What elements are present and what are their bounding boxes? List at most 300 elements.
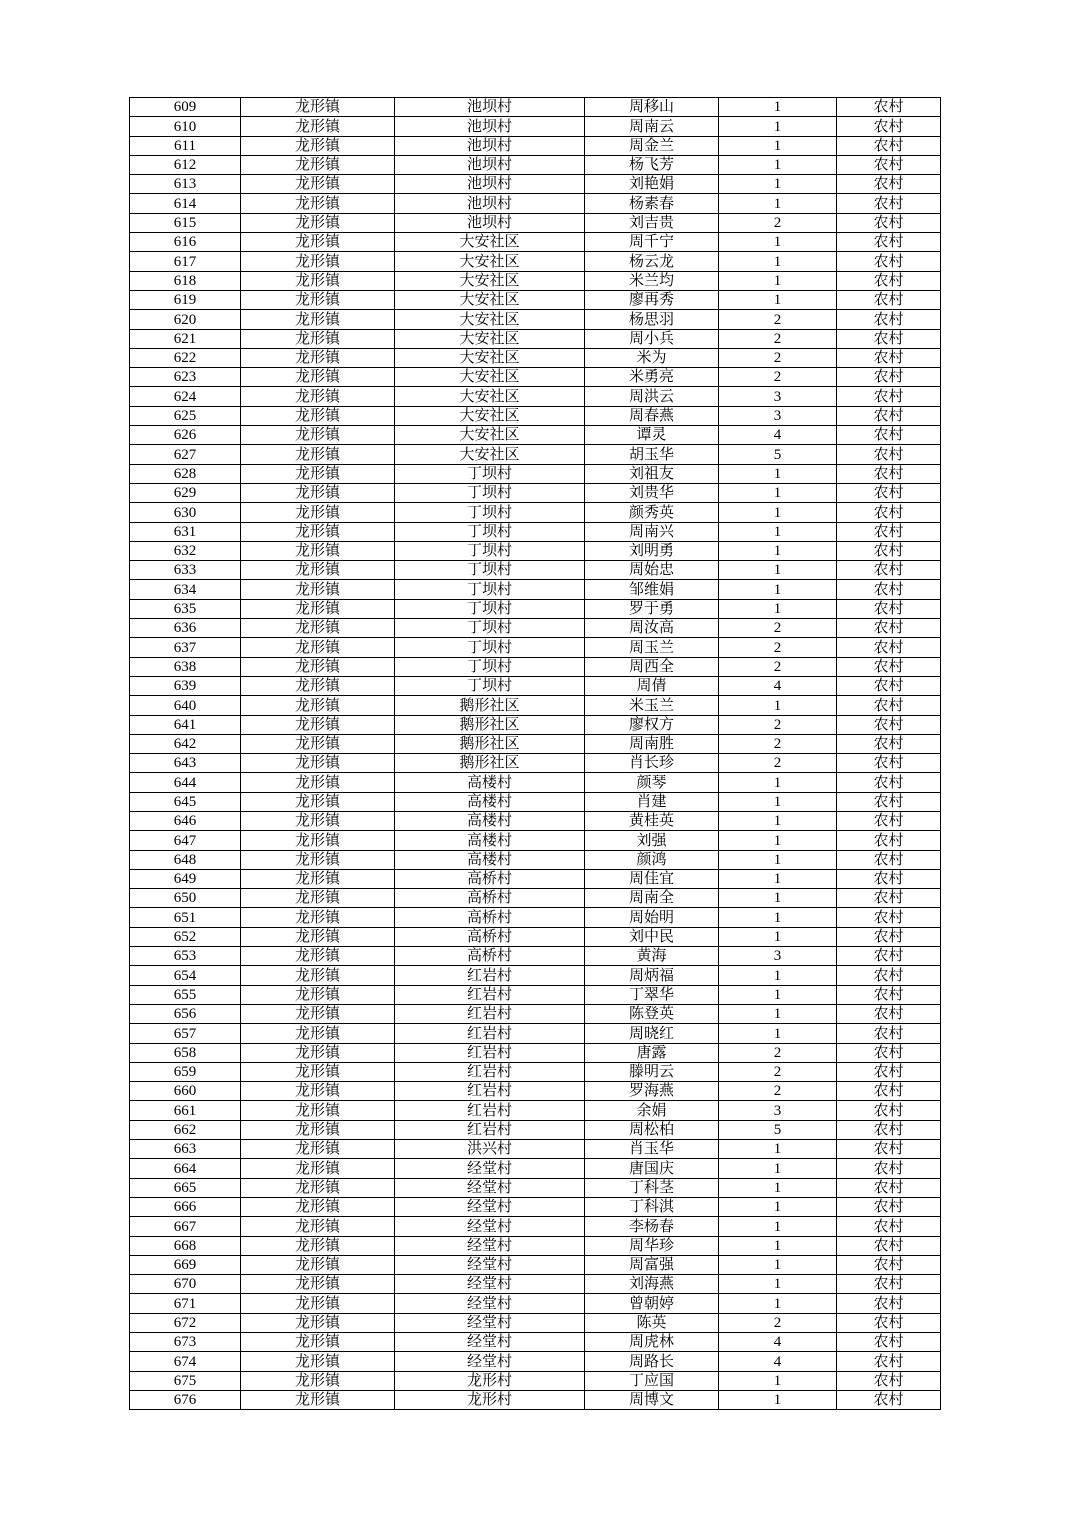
count-cell: 2 — [719, 1043, 837, 1062]
town-cell: 龙形镇 — [241, 1217, 395, 1236]
row-number-cell: 611 — [130, 136, 241, 155]
count-cell: 1 — [719, 966, 837, 985]
name-cell: 邹维娟 — [585, 580, 719, 599]
name-cell: 周南全 — [585, 889, 719, 908]
name-cell: 刘祖友 — [585, 464, 719, 483]
name-cell: 颜秀英 — [585, 503, 719, 522]
name-cell: 杨素春 — [585, 194, 719, 213]
village-cell: 高楼村 — [395, 792, 585, 811]
area-type-cell: 农村 — [837, 310, 941, 329]
village-cell: 经堂村 — [395, 1255, 585, 1274]
village-cell: 鹅形社区 — [395, 734, 585, 753]
area-type-cell: 农村 — [837, 136, 941, 155]
count-cell: 1 — [719, 773, 837, 792]
village-cell: 经堂村 — [395, 1217, 585, 1236]
count-cell: 1 — [719, 155, 837, 174]
table-row — [130, 792, 941, 811]
table-row — [130, 464, 941, 483]
village-cell: 高桥村 — [395, 947, 585, 966]
town-cell: 龙形镇 — [241, 754, 395, 773]
count-cell: 3 — [719, 947, 837, 966]
row-number-cell: 651 — [130, 908, 241, 927]
count-cell: 1 — [719, 1236, 837, 1255]
count-cell: 5 — [719, 1120, 837, 1139]
village-cell: 丁坝村 — [395, 619, 585, 638]
town-cell: 龙形镇 — [241, 619, 395, 638]
town-cell: 龙形镇 — [241, 850, 395, 869]
table-row — [130, 1390, 941, 1409]
area-type-cell: 农村 — [837, 194, 941, 213]
name-cell: 周倩 — [585, 676, 719, 695]
town-cell: 龙形镇 — [241, 1352, 395, 1371]
town-cell: 龙形镇 — [241, 194, 395, 213]
town-cell: 龙形镇 — [241, 406, 395, 425]
village-cell: 丁坝村 — [395, 464, 585, 483]
count-cell: 1 — [719, 464, 837, 483]
town-cell: 龙形镇 — [241, 1062, 395, 1081]
area-type-cell: 农村 — [837, 445, 941, 464]
count-cell: 4 — [719, 1333, 837, 1352]
count-cell: 1 — [719, 117, 837, 136]
town-cell: 龙形镇 — [241, 1004, 395, 1023]
row-number-cell: 623 — [130, 368, 241, 387]
name-cell: 周洪云 — [585, 387, 719, 406]
table-row — [130, 290, 941, 309]
area-type-cell: 农村 — [837, 676, 941, 695]
count-cell: 2 — [719, 754, 837, 773]
row-number-cell: 645 — [130, 792, 241, 811]
count-cell: 1 — [719, 908, 837, 927]
area-type-cell: 农村 — [837, 734, 941, 753]
town-cell: 龙形镇 — [241, 541, 395, 560]
town-cell: 龙形镇 — [241, 638, 395, 657]
count-cell: 2 — [719, 657, 837, 676]
table-row — [130, 580, 941, 599]
name-cell: 周千宁 — [585, 233, 719, 252]
table-row — [130, 1197, 941, 1216]
table-row — [130, 850, 941, 869]
area-type-cell: 农村 — [837, 831, 941, 850]
table-row — [130, 1352, 941, 1371]
count-cell: 1 — [719, 522, 837, 541]
name-cell: 米为 — [585, 348, 719, 367]
table-row — [130, 985, 941, 1004]
count-cell: 1 — [719, 811, 837, 830]
town-cell: 龙形镇 — [241, 908, 395, 927]
name-cell: 颜琴 — [585, 773, 719, 792]
row-number-cell: 657 — [130, 1024, 241, 1043]
town-cell: 龙形镇 — [241, 1275, 395, 1294]
count-cell: 1 — [719, 1294, 837, 1313]
village-cell: 池坝村 — [395, 117, 585, 136]
area-type-cell: 农村 — [837, 889, 941, 908]
village-cell: 丁坝村 — [395, 522, 585, 541]
row-number-cell: 664 — [130, 1159, 241, 1178]
count-cell: 1 — [719, 561, 837, 580]
village-cell: 大安社区 — [395, 310, 585, 329]
village-cell: 鹅形社区 — [395, 754, 585, 773]
town-cell: 龙形镇 — [241, 1159, 395, 1178]
row-number-cell: 626 — [130, 426, 241, 445]
row-number-cell: 640 — [130, 696, 241, 715]
town-cell: 龙形镇 — [241, 1082, 395, 1101]
row-number-cell: 647 — [130, 831, 241, 850]
village-cell: 高楼村 — [395, 773, 585, 792]
row-number-cell: 622 — [130, 348, 241, 367]
row-number-cell: 668 — [130, 1236, 241, 1255]
table-row — [130, 1294, 941, 1313]
name-cell: 周博文 — [585, 1390, 719, 1409]
table-row — [130, 1217, 941, 1236]
table-row — [130, 406, 941, 425]
area-type-cell: 农村 — [837, 1217, 941, 1236]
row-number-cell: 653 — [130, 947, 241, 966]
count-cell: 2 — [719, 1062, 837, 1081]
count-cell: 1 — [719, 927, 837, 946]
name-cell: 廖权方 — [585, 715, 719, 734]
count-cell: 1 — [719, 1390, 837, 1409]
area-type-cell: 农村 — [837, 619, 941, 638]
village-cell: 丁坝村 — [395, 599, 585, 618]
name-cell: 周富强 — [585, 1255, 719, 1274]
village-cell: 丁坝村 — [395, 561, 585, 580]
town-cell: 龙形镇 — [241, 696, 395, 715]
name-cell: 谭灵 — [585, 426, 719, 445]
table-row — [130, 1120, 941, 1139]
row-number-cell: 628 — [130, 464, 241, 483]
row-number-cell: 674 — [130, 1352, 241, 1371]
area-type-cell: 农村 — [837, 657, 941, 676]
name-cell: 周路长 — [585, 1352, 719, 1371]
row-number-cell: 667 — [130, 1217, 241, 1236]
table-row — [130, 1313, 941, 1332]
town-cell: 龙形镇 — [241, 310, 395, 329]
village-cell: 大安社区 — [395, 252, 585, 271]
area-type-cell: 农村 — [837, 1371, 941, 1390]
row-number-cell: 672 — [130, 1313, 241, 1332]
count-cell: 3 — [719, 1101, 837, 1120]
table-row — [130, 831, 941, 850]
village-cell: 大安社区 — [395, 271, 585, 290]
village-cell: 大安社区 — [395, 387, 585, 406]
area-type-cell: 农村 — [837, 561, 941, 580]
name-cell: 周晓红 — [585, 1024, 719, 1043]
area-type-cell: 农村 — [837, 792, 941, 811]
row-number-cell: 650 — [130, 889, 241, 908]
town-cell: 龙形镇 — [241, 773, 395, 792]
area-type-cell: 农村 — [837, 985, 941, 1004]
village-cell: 红岩村 — [395, 985, 585, 1004]
name-cell: 肖长珍 — [585, 754, 719, 773]
village-cell: 红岩村 — [395, 1082, 585, 1101]
name-cell: 周松柏 — [585, 1120, 719, 1139]
area-type-cell: 农村 — [837, 155, 941, 174]
village-cell: 高桥村 — [395, 908, 585, 927]
table-row — [130, 348, 941, 367]
name-cell: 周小兵 — [585, 329, 719, 348]
town-cell: 龙形镇 — [241, 947, 395, 966]
town-cell: 龙形镇 — [241, 522, 395, 541]
row-number-cell: 655 — [130, 985, 241, 1004]
village-cell: 丁坝村 — [395, 676, 585, 695]
name-cell: 周南胜 — [585, 734, 719, 753]
table-row — [130, 908, 941, 927]
count-cell: 1 — [719, 985, 837, 1004]
village-cell: 丁坝村 — [395, 638, 585, 657]
row-number-cell: 663 — [130, 1140, 241, 1159]
area-type-cell: 农村 — [837, 773, 941, 792]
area-type-cell: 农村 — [837, 1101, 941, 1120]
name-cell: 唐露 — [585, 1043, 719, 1062]
village-cell: 丁坝村 — [395, 580, 585, 599]
area-type-cell: 农村 — [837, 1197, 941, 1216]
area-type-cell: 农村 — [837, 966, 941, 985]
row-number-cell: 615 — [130, 213, 241, 232]
village-cell: 经堂村 — [395, 1197, 585, 1216]
count-cell: 1 — [719, 1024, 837, 1043]
count-cell: 1 — [719, 290, 837, 309]
village-cell: 丁坝村 — [395, 541, 585, 560]
area-type-cell: 农村 — [837, 927, 941, 946]
row-number-cell: 671 — [130, 1294, 241, 1313]
area-type-cell: 农村 — [837, 368, 941, 387]
village-cell: 洪兴村 — [395, 1140, 585, 1159]
area-type-cell: 农村 — [837, 1140, 941, 1159]
count-cell: 1 — [719, 792, 837, 811]
area-type-cell: 农村 — [837, 271, 941, 290]
town-cell: 龙形镇 — [241, 483, 395, 502]
table-row — [130, 1024, 941, 1043]
count-cell: 1 — [719, 831, 837, 850]
area-type-cell: 农村 — [837, 1120, 941, 1139]
table-row — [130, 387, 941, 406]
name-cell: 周炳福 — [585, 966, 719, 985]
count-cell: 1 — [719, 696, 837, 715]
table-row — [130, 1062, 941, 1081]
table-row — [130, 927, 941, 946]
village-cell: 池坝村 — [395, 155, 585, 174]
count-cell: 1 — [719, 869, 837, 888]
town-cell: 龙形镇 — [241, 503, 395, 522]
name-cell: 罗海燕 — [585, 1082, 719, 1101]
count-cell: 3 — [719, 406, 837, 425]
village-cell: 红岩村 — [395, 1062, 585, 1081]
village-cell: 高桥村 — [395, 927, 585, 946]
village-cell: 经堂村 — [395, 1313, 585, 1332]
town-cell: 龙形镇 — [241, 1313, 395, 1332]
name-cell: 周西全 — [585, 657, 719, 676]
name-cell: 肖玉华 — [585, 1140, 719, 1159]
row-number-cell: 618 — [130, 271, 241, 290]
name-cell: 周南云 — [585, 117, 719, 136]
town-cell: 龙形镇 — [241, 329, 395, 348]
table-row — [130, 561, 941, 580]
row-number-cell: 619 — [130, 290, 241, 309]
table-row — [130, 1255, 941, 1274]
count-cell: 2 — [719, 1082, 837, 1101]
area-type-cell: 农村 — [837, 1004, 941, 1023]
town-cell: 龙形镇 — [241, 117, 395, 136]
name-cell: 余娟 — [585, 1101, 719, 1120]
area-type-cell: 农村 — [837, 1275, 941, 1294]
row-number-cell: 661 — [130, 1101, 241, 1120]
row-number-cell: 660 — [130, 1082, 241, 1101]
name-cell: 颜鸿 — [585, 850, 719, 869]
town-cell: 龙形镇 — [241, 1024, 395, 1043]
row-number-cell: 613 — [130, 175, 241, 194]
table-row — [130, 1178, 941, 1197]
table-row — [130, 1371, 941, 1390]
name-cell: 周春燕 — [585, 406, 719, 425]
town-cell: 龙形镇 — [241, 561, 395, 580]
town-cell: 龙形镇 — [241, 889, 395, 908]
area-type-cell: 农村 — [837, 1313, 941, 1332]
village-cell: 池坝村 — [395, 175, 585, 194]
area-type-cell: 农村 — [837, 522, 941, 541]
area-type-cell: 农村 — [837, 754, 941, 773]
row-number-cell: 614 — [130, 194, 241, 213]
name-cell: 周玉兰 — [585, 638, 719, 657]
village-cell: 经堂村 — [395, 1236, 585, 1255]
town-cell: 龙形镇 — [241, 1197, 395, 1216]
area-type-cell: 农村 — [837, 947, 941, 966]
count-cell: 1 — [719, 252, 837, 271]
row-number-cell: 643 — [130, 754, 241, 773]
table-row — [130, 310, 941, 329]
town-cell: 龙形镇 — [241, 348, 395, 367]
count-cell: 2 — [719, 638, 837, 657]
town-cell: 龙形镇 — [241, 464, 395, 483]
count-cell: 2 — [719, 310, 837, 329]
village-cell: 大安社区 — [395, 445, 585, 464]
name-cell: 周汝高 — [585, 619, 719, 638]
town-cell: 龙形镇 — [241, 676, 395, 695]
row-number-cell: 630 — [130, 503, 241, 522]
town-cell: 龙形镇 — [241, 213, 395, 232]
row-number-cell: 625 — [130, 406, 241, 425]
table-row — [130, 869, 941, 888]
table-row — [130, 136, 941, 155]
name-cell: 刘艳娟 — [585, 175, 719, 194]
town-cell: 龙形镇 — [241, 966, 395, 985]
row-number-cell: 675 — [130, 1371, 241, 1390]
count-cell: 1 — [719, 1217, 837, 1236]
town-cell: 龙形镇 — [241, 155, 395, 174]
name-cell: 刘强 — [585, 831, 719, 850]
count-cell: 1 — [719, 1371, 837, 1390]
table-row — [130, 1140, 941, 1159]
area-type-cell: 农村 — [837, 580, 941, 599]
table-row — [130, 947, 941, 966]
town-cell: 龙形镇 — [241, 1236, 395, 1255]
town-cell: 龙形镇 — [241, 985, 395, 1004]
area-type-cell: 农村 — [837, 233, 941, 252]
town-cell: 龙形镇 — [241, 136, 395, 155]
name-cell: 周虎林 — [585, 1333, 719, 1352]
row-number-cell: 669 — [130, 1255, 241, 1274]
table-row — [130, 1333, 941, 1352]
name-cell: 刘明勇 — [585, 541, 719, 560]
village-cell: 大安社区 — [395, 426, 585, 445]
area-type-cell: 农村 — [837, 117, 941, 136]
village-cell: 经堂村 — [395, 1352, 585, 1371]
area-type-cell: 农村 — [837, 1024, 941, 1043]
table-row — [130, 1043, 941, 1062]
table-body — [130, 98, 941, 1410]
town-cell: 龙形镇 — [241, 927, 395, 946]
area-type-cell: 农村 — [837, 850, 941, 869]
town-cell: 龙形镇 — [241, 734, 395, 753]
row-number-cell: 676 — [130, 1390, 241, 1409]
area-type-cell: 农村 — [837, 1352, 941, 1371]
table-row — [130, 657, 941, 676]
table-row — [130, 1082, 941, 1101]
area-type-cell: 农村 — [837, 1390, 941, 1409]
name-cell: 曾朝婷 — [585, 1294, 719, 1313]
name-cell: 陈登英 — [585, 1004, 719, 1023]
count-cell: 1 — [719, 98, 837, 117]
count-cell: 2 — [719, 213, 837, 232]
name-cell: 杨思羽 — [585, 310, 719, 329]
table-row — [130, 734, 941, 753]
count-cell: 2 — [719, 368, 837, 387]
table-row — [130, 696, 941, 715]
table-row — [130, 213, 941, 232]
area-type-cell: 农村 — [837, 541, 941, 560]
village-cell: 池坝村 — [395, 136, 585, 155]
village-cell: 龙形村 — [395, 1390, 585, 1409]
name-cell: 周华珍 — [585, 1236, 719, 1255]
count-cell: 1 — [719, 1178, 837, 1197]
village-cell: 红岩村 — [395, 1024, 585, 1043]
table-row — [130, 715, 941, 734]
village-cell: 经堂村 — [395, 1333, 585, 1352]
name-cell: 黄桂英 — [585, 811, 719, 830]
area-type-cell: 农村 — [837, 1178, 941, 1197]
name-cell: 米勇亮 — [585, 368, 719, 387]
area-type-cell: 农村 — [837, 406, 941, 425]
table-row — [130, 773, 941, 792]
table-row — [130, 1275, 941, 1294]
village-cell: 高楼村 — [395, 811, 585, 830]
row-number-cell: 670 — [130, 1275, 241, 1294]
name-cell: 刘吉贵 — [585, 213, 719, 232]
row-number-cell: 648 — [130, 850, 241, 869]
name-cell: 周南兴 — [585, 522, 719, 541]
name-cell: 黄海 — [585, 947, 719, 966]
village-cell: 高桥村 — [395, 889, 585, 908]
row-number-cell: 646 — [130, 811, 241, 830]
count-cell: 5 — [719, 445, 837, 464]
area-type-cell: 农村 — [837, 1333, 941, 1352]
town-cell: 龙形镇 — [241, 290, 395, 309]
town-cell: 龙形镇 — [241, 426, 395, 445]
town-cell: 龙形镇 — [241, 1140, 395, 1159]
row-number-cell: 636 — [130, 619, 241, 638]
area-type-cell: 农村 — [837, 483, 941, 502]
name-cell: 周金兰 — [585, 136, 719, 155]
row-number-cell: 627 — [130, 445, 241, 464]
town-cell: 龙形镇 — [241, 233, 395, 252]
name-cell: 刘贵华 — [585, 483, 719, 502]
count-cell: 1 — [719, 850, 837, 869]
town-cell: 龙形镇 — [241, 368, 395, 387]
village-cell: 大安社区 — [395, 348, 585, 367]
village-cell: 丁坝村 — [395, 503, 585, 522]
name-cell: 刘海燕 — [585, 1275, 719, 1294]
village-cell: 高楼村 — [395, 850, 585, 869]
count-cell: 1 — [719, 580, 837, 599]
